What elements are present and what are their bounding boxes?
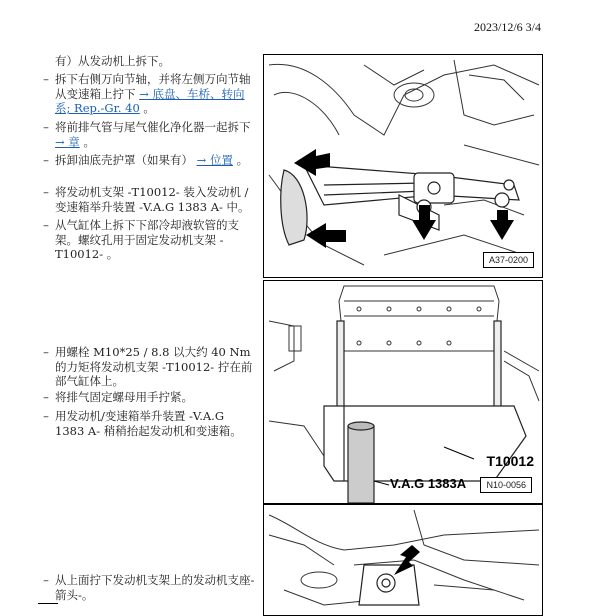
step-text-after: 。 <box>139 101 155 115</box>
engine-support-illustration <box>264 55 542 277</box>
engine-mount-illustration <box>264 505 542 615</box>
step-remove-hose-bracket <box>43 218 255 262</box>
bullet-dash: – <box>43 573 49 587</box>
step-text: 从气缸体上拆下下部冷却液软管的支架。螺纹孔用于固定发动机支架 -T10012- 。 <box>55 218 239 261</box>
instruction-column <box>0 0 262 605</box>
bullet-dash: – <box>43 390 49 404</box>
step-continuation <box>55 54 255 69</box>
figure-engine-support-arrows <box>263 54 543 278</box>
figure-engine-mount-arrow <box>263 504 543 616</box>
link-chapter[interactable]: → 章 <box>55 134 80 149</box>
step-text: 拆卸油底壳护罩（如果有） <box>55 153 197 167</box>
figure-support-and-lift <box>263 280 543 504</box>
support-lift-illustration <box>264 281 542 503</box>
step-text: 从上面拧下发动机支架上的发动机支座-箭头-。 <box>55 573 255 602</box>
step-text: 拆下右侧万向节轴，并将左侧万向节轴从变速箱上拧下 <box>55 72 251 101</box>
step-remove-drive-shaft <box>43 72 255 116</box>
step-text: 将排气固定螺母用手拧紧。 <box>55 390 193 404</box>
bullet-dash: – <box>43 345 49 359</box>
step-unscrew-mount <box>43 573 255 602</box>
step-text-after: 。 <box>232 153 249 167</box>
bullet-dash: – <box>43 72 49 86</box>
step-text: 用发动机/变速箱举升装置 -V.A.G 1383 A- 稍稍抬起发动机和变速箱。 <box>55 409 242 438</box>
step-text: 将发动机支架 -T10012- 装入发动机 / 变速箱举升装置 -V.A.G 1383 A- 中。 <box>55 185 250 214</box>
link-chassis-axle-steering[interactable]: → 底盘、车桥、转向系; Rep.-Gr. 40 <box>55 86 245 115</box>
footer-divider <box>38 603 58 604</box>
step-remove-sump-guard <box>43 153 255 168</box>
step-tighten-exhaust-nut <box>43 390 255 405</box>
tool-label-t10012: T10012 <box>486 453 534 469</box>
bullet-dash: – <box>43 218 49 232</box>
figure-code-label: N10-0056 <box>480 477 532 493</box>
step-remove-exhaust-pipe <box>43 120 255 149</box>
step-bolt-support <box>43 345 255 389</box>
tool-label-vag-1383a: V.A.G 1383A <box>390 476 467 491</box>
page-header-date: 2023/12/6 3/4 <box>473 20 541 34</box>
step-text: 用螺栓 M10*25 / 8.8 以大约 40 Nm 的力矩将发动机支架 -T10012- 拧在前部气缸体上。 <box>55 345 253 388</box>
step-text: 将前排气管与尾气催化净化器一起拆下 <box>55 120 251 134</box>
step-text: 有）从发动机上拆下。 <box>55 54 170 68</box>
step-lift-engine <box>43 409 255 438</box>
bullet-dash: – <box>43 409 49 423</box>
bullet-dash: – <box>43 185 49 199</box>
bullet-dash: – <box>43 153 49 167</box>
link-position[interactable]: → 位置 <box>196 153 233 167</box>
step-text-after: 。 <box>79 134 95 149</box>
bullet-dash: – <box>43 120 49 134</box>
step-install-support <box>43 185 255 214</box>
figure-code-label: A37-0200 <box>483 252 534 268</box>
